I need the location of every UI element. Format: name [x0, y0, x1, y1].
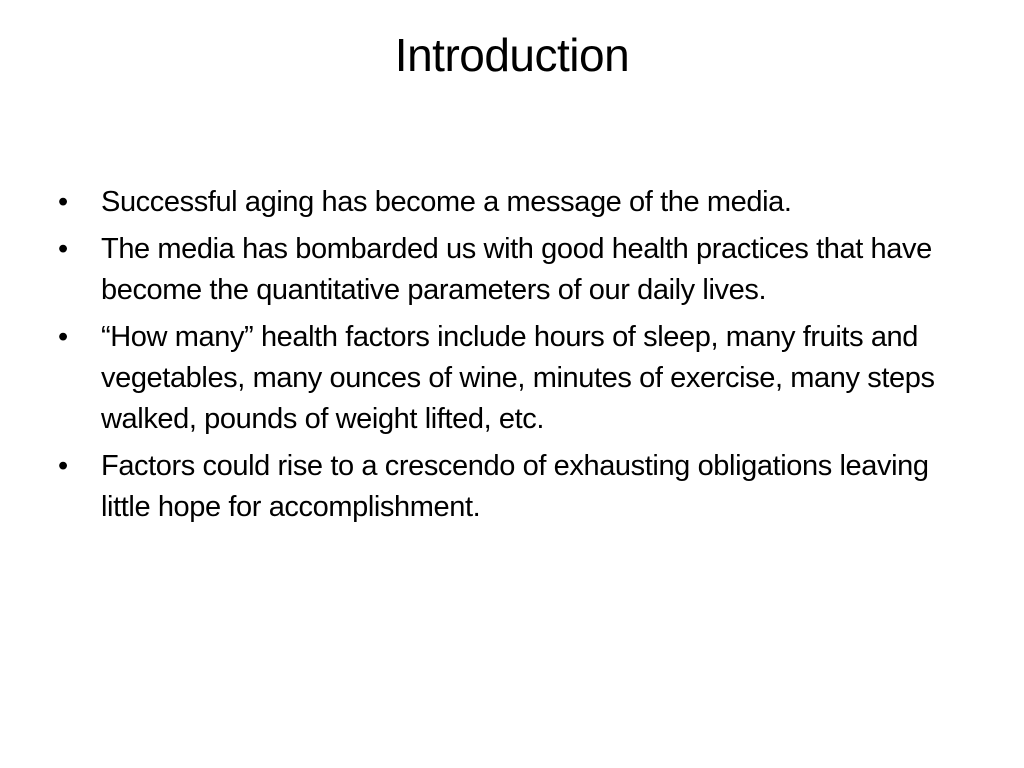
bullet-point-icon: •: [58, 233, 68, 265]
bullet-point-icon: •: [58, 321, 68, 353]
bullet-text: “How many” health factors include hours of sleep, many fruits and vegetables, many ounces of wine, minutes of exercise, many steps walked, pounds of weight lifted, etc.: [101, 321, 935, 435]
bullet-text: Factors could rise to a crescendo of exhausting obligations leaving little hope for accomplishment.: [101, 450, 929, 523]
bullet-point-icon: •: [58, 450, 68, 482]
bullet-item: [58, 317, 958, 440]
bullet-text: The media has bombarded us with good health practices that have become the quantitative parameters of our daily lives.: [101, 233, 932, 306]
bullet-item: [58, 229, 958, 311]
bullet-point-icon: •: [58, 186, 68, 218]
bullet-item: [58, 182, 958, 223]
slide-title: Introduction: [394, 29, 630, 81]
bullet-list: [58, 182, 958, 534]
bullet-item: [58, 446, 958, 528]
bullet-text: Successful aging has become a message of the media.: [101, 186, 792, 218]
